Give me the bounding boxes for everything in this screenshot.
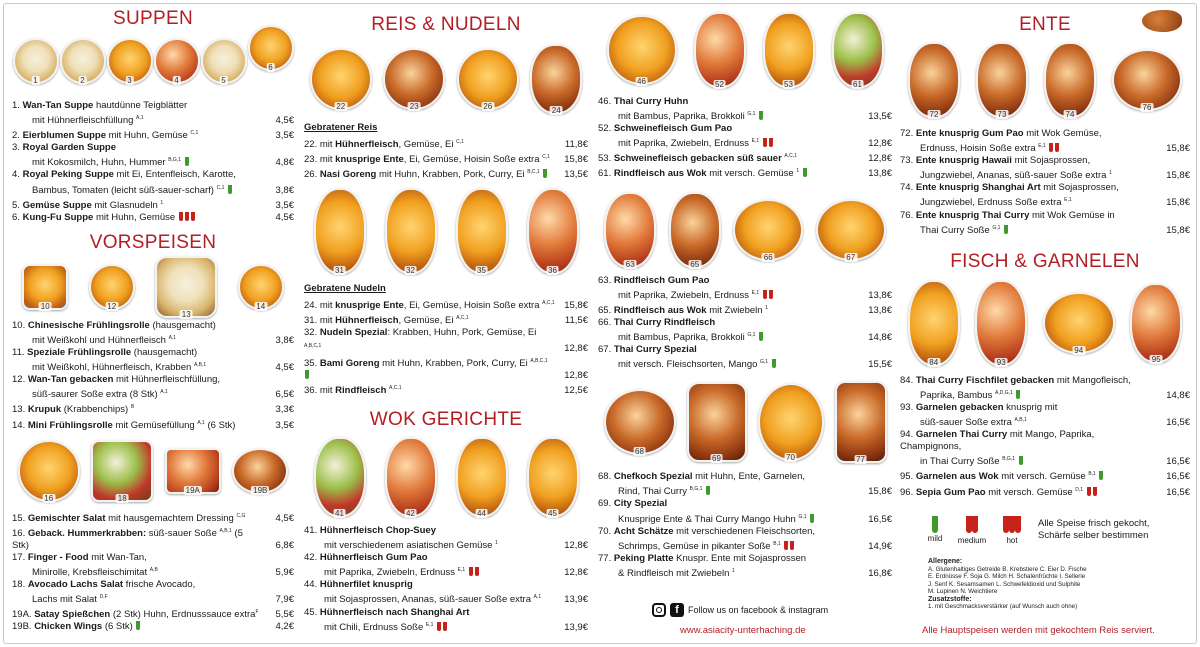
website-url[interactable]: www.asiacity-unterhaching.de	[680, 625, 806, 636]
dish-photo: 32	[385, 188, 437, 274]
menu-list-nudeln	[304, 297, 588, 397]
chili-hot-icon	[185, 212, 189, 221]
chili-mild-icon	[543, 169, 547, 178]
menu-item: 26. Nasi Goreng mit Huhn, Krabben, Pork, Curry, Ei $^{B,C,1}$ 13,5€	[304, 169, 588, 181]
menu-item: 19A. Satay Spießchen (2 Stk) Huhn, Erdnusssauce extra$^F$ 5,5€	[12, 609, 294, 621]
menu-list-reis	[304, 136, 588, 181]
dish-photo: 52	[694, 12, 746, 88]
menu-list-vorspeisen-2	[12, 510, 294, 634]
dish-photo: 4	[154, 38, 200, 84]
dish-photo: 94	[1043, 292, 1115, 354]
menu-item: 14. Mini Frühlingsrolle mit Gemüsefüllung $^{A,1}$ (6 Stk) 3,5€	[12, 419, 294, 431]
dish-photo: 72	[908, 42, 960, 118]
dish-photo: 76	[1112, 49, 1182, 111]
menu-item: 23. mit knusprige Ente, Ei, Gemüse, Hoisin Soße extra $^{C,1}$ 15,8€	[304, 154, 588, 166]
dish-photo: 14	[238, 264, 284, 310]
menu-item: 74. Ente knusprig Shanghai Art mit Sojasprossen, Jungzwiebel, Erdnuss Soße extra $^{E,1}$ 15,8€	[900, 182, 1190, 209]
chili-mild-icon	[305, 370, 309, 379]
menu-item: 70. Acht Schätze mit verschiedenen Fleischsorten, Schrimps, Gemüse in pikanter Soße $^{B,1}$ 14,9€	[598, 525, 892, 552]
dish-photo: 69	[687, 382, 747, 462]
dish-photo: 3	[107, 38, 153, 84]
category-title-ente: ENTE	[1019, 14, 1071, 35]
menu-item: 95. Garnelen aus Wok mit versch. Gemüse $^{B,1}$ 16,5€	[900, 471, 1190, 483]
menu-list-specials	[598, 471, 892, 580]
menu-item: 52. Schweinefleisch Gum Pao mit Paprika, Zwiebeln, Erdnuss $^{E,1}$ 12,8€	[598, 123, 892, 150]
menu-item: 94. Garnelen Thai Curry mit Mango, Paprika, Champignons, in Thai Curry Soße $^{B,G,1}$ 16,5€	[900, 429, 1190, 468]
photo-row-specials	[598, 375, 892, 469]
menu-item: 42. Hühnerfleisch Gum Pao mit Paprika, Zwiebeln, Erdnuss $^{E,1}$ 12,8€	[304, 552, 588, 579]
dish-photo: 42	[385, 437, 437, 517]
chili-mild-icon	[1099, 471, 1103, 480]
dish-photo: 1	[13, 38, 59, 84]
menu-item: 93. Garnelen gebacken knusprig mit süß-sauer Soße extra $^{A,B,1}$ 16,5€	[900, 401, 1190, 429]
category-title-suppen: SUPPEN	[113, 8, 193, 29]
chili-medium-icon	[1093, 487, 1097, 496]
dish-photo: 44	[456, 437, 508, 517]
menu-item: 46. Thai Curry Huhn mit Bambus, Paprika, Brokkoli $^{G,1}$ 13,5€	[598, 96, 892, 123]
dish-photo: 31	[314, 188, 366, 274]
menu-item: 32. Nudeln Spezial: Krabben, Huhn, Pork, Gemüse, Ei $^{A,B,C,1}$ 12,8€	[304, 327, 588, 354]
dish-photo: 95	[1130, 283, 1182, 363]
dish-photo: 84	[908, 280, 960, 366]
dish-photo: 67	[816, 199, 886, 261]
photo-row-reis	[304, 44, 588, 114]
menu-item: 2. Eierblumen Suppe mit Huhn, Gemüse $^{C,1}$ 3,5€	[12, 130, 294, 142]
column-suppen-vorspeisen	[12, 8, 294, 633]
rice-footnote: Alle Hauptspeisen werden mit gekochtem Reis serviert.	[922, 625, 1155, 636]
roast-duck-icon	[1142, 10, 1182, 32]
menu-item: 96. Sepia Gum Pao mit versch. Gemüse $^{D,1}$ 16,5€	[900, 486, 1190, 498]
chili-mild-icon	[759, 111, 763, 120]
legend-mild: mild	[922, 516, 948, 543]
dish-photo: 5	[201, 38, 247, 84]
menu-item: 63. Rindfleisch Gum Pao mit Paprika, Zwiebeln, Erdnuss $^{E,1}$ 13,8€	[598, 274, 892, 301]
menu-item: 10. Chinesische Frühlingsrolle (hausgemacht) mit Weißkohl und Hühnerfleisch $^{A,1}$ 3,8€	[12, 319, 294, 346]
facebook-icon[interactable]: f	[670, 603, 684, 617]
dish-photo: 46	[607, 15, 677, 85]
dish-photo: 2	[60, 38, 106, 84]
chili-medium-icon	[437, 622, 441, 631]
photo-row-fisch	[900, 275, 1190, 371]
menu-item: 24. mit knusprige Ente, Ei, Gemüse, Hoisin Soße extra $^{A,C,1}$ 15,8€	[304, 300, 588, 312]
chili-mild-icon	[1016, 390, 1020, 399]
photo-row-ente	[900, 38, 1190, 122]
photo-row-curry	[598, 8, 892, 92]
chili-mild-icon	[1004, 225, 1008, 234]
menu-item: 76. Ente knusprig Thai Curry mit Wok Gemüse in Thai Curry Soße $^{G,1}$ 15,8€	[900, 209, 1190, 236]
column-ente-fisch	[900, 8, 1190, 640]
dish-photo: 19A	[165, 448, 221, 494]
social-text: Follow us on facebook & instagram	[688, 605, 829, 615]
dish-photo: 10	[22, 264, 68, 310]
chili-mild-icon	[772, 359, 776, 368]
dish-photo: 16	[18, 440, 80, 502]
menu-item: 44. Hühnerfilet knusprig mit Sojasprossen, Ananas, süß-sauer Soße extra $^{A,1}$ 13,9€	[304, 579, 588, 606]
menu-item: 4. Royal Peking Suppe mit Ei, Entenfleisch, Karotte, Bambus, Tomaten (leicht süß-sauer-scharf) $^{C,1}$ 3,8€	[12, 169, 294, 196]
category-title-wok: WOK GERICHTE	[369, 408, 523, 430]
chili-hot-icon	[179, 212, 183, 221]
photo-row-suppen	[12, 32, 294, 90]
menu-list-ente	[900, 128, 1190, 237]
chili-medium-icon	[1055, 143, 1059, 152]
chili-mild-icon	[932, 516, 938, 533]
menu-item: 31. mit Hühnerfleisch, Gemüse, Ei $^{A,C,1}$ 11,5€	[304, 315, 588, 327]
category-title-fisch-garnelen: FISCH & GARNELEN	[950, 250, 1140, 272]
menu-item: 36. mit Rindfleisch $^{A,C,1}$ 12,5€	[304, 384, 588, 396]
subheading-gebratener-reis: Gebratener Reis	[304, 122, 378, 133]
chili-medium-icon	[763, 138, 767, 147]
chili-hot-icon	[191, 212, 195, 221]
chili-medium-icon	[1049, 143, 1053, 152]
dish-photo: 26	[457, 48, 519, 110]
menu-item: 3. Royal Garden Suppe mit Kokosmilch, Huhn, Hummer $^{B,G,1}$ 4,8€	[12, 142, 294, 169]
chili-medium-icon	[443, 622, 447, 631]
chili-mild-icon	[706, 486, 710, 495]
menu-item: 77. Peking Platte Knuspr. Ente mit Sojasprossen & Rindfleisch mit Zwiebeln $^1$ 16,8€	[598, 552, 892, 579]
category-title-vorspeisen: VORSPEISEN	[89, 231, 217, 253]
photo-row-vorspeisen-2	[12, 436, 294, 506]
dish-photo: 74	[1044, 42, 1096, 118]
category-title-reis-nudeln: REIS & NUDELN	[371, 14, 521, 35]
chili-mild-icon	[803, 168, 807, 177]
menu-item: 67. Thai Curry Spezial mit versch. Fleischsorten, Mango $^{G,1}$ 15,5€	[598, 344, 892, 371]
menu-item: 69. City Spezial Knusprige Ente & Thai Curry Mango Huhn $^{G,1}$ 16,5€	[598, 498, 892, 525]
menu-list-wok	[304, 525, 588, 634]
dish-photo: 73	[976, 42, 1028, 118]
menu-item: 68. Chefkoch Spezial mit Huhn, Ente, Garnelen, Rind, Thai Curry $^{B,G,1}$ 15,8€	[598, 471, 892, 498]
chili-medium-icon	[475, 567, 479, 576]
chili-medium-icon	[763, 290, 767, 299]
dish-photo: 6	[248, 25, 294, 71]
legend-medium: medium	[956, 516, 988, 545]
dish-photo: 23	[383, 48, 445, 110]
chili-mild-icon	[228, 185, 232, 194]
dish-photo: 45	[527, 437, 579, 517]
menu-list-rind	[598, 275, 892, 372]
dish-photo: 77	[835, 381, 887, 463]
dish-photo: 93	[975, 280, 1027, 366]
legend-text: Alle Speise frisch gekocht, Schärfe selber bestimmen	[1038, 518, 1150, 541]
social-links	[652, 603, 828, 617]
photo-row-rind	[598, 187, 892, 273]
menu-item: 16. Geback. Hummerkrabben: süß-sauer Soße $^{A,B,1}$ (5 Stk) 6,8€	[12, 527, 294, 551]
menu-list-curry	[598, 96, 892, 181]
menu-item: 66. Thai Curry Rindfleisch mit Bambus, Paprika, Brokkoli $^{G,1}$ 14,8€	[598, 316, 892, 343]
chili-hot-icon	[1015, 516, 1021, 533]
photo-row-vorspeisen	[12, 256, 294, 318]
column-reis-wok	[304, 8, 588, 634]
menu-item: 22. mit Hühnerfleisch, Gemüse, Ei $^{C,1}$ 11,8€	[304, 139, 588, 150]
menu-item: 41. Hühnerfleisch Chop-Suey mit verschiedenem asiatischen Gemüse $^1$ 12,8€	[304, 524, 588, 552]
dish-photo: 24	[530, 44, 582, 114]
dish-photo: 36	[527, 188, 579, 274]
dish-photo: 68	[604, 389, 676, 455]
menu-item: 84. Thai Curry Fischfilet gebacken mit Mangofleisch, Paprika, Bambus $^{A,D,G,1}$ 14,8€	[900, 374, 1190, 401]
menu-item: 61. Rindfleisch aus Wok mit versch. Gemüse $^1$ 13,8€	[598, 168, 892, 180]
menu-list-suppen	[12, 100, 294, 224]
chili-medium-icon	[469, 567, 473, 576]
menu-item: 1. Wan-Tan Suppe hautdünne Teigblätter mit Hühnerfleischfüllung $^{A,1}$ 4,5€	[12, 100, 294, 127]
subheading-gebratene-nudeln: Gebratene Nudeln	[304, 283, 386, 295]
instagram-icon[interactable]	[652, 603, 666, 617]
dish-photo: 18	[91, 440, 153, 502]
menu-item: 72. Ente knusprig Gum Pao mit Wok Gemüse, Erdnuss, Hoisin Soße extra $^{E,1}$ 15,8€	[900, 128, 1190, 155]
chili-medium-icon	[769, 290, 773, 299]
chili-mild-icon	[810, 514, 814, 523]
chili-medium-icon	[972, 516, 978, 533]
menu-item: 73. Ente knusprig Hawaii mit Sojasprossen, Jungzwiebel, Ananas, süß-sauer Soße extra $^1$ 15,8€	[900, 155, 1190, 182]
menu-item: 45. Hühnerfleisch nach Shanghai Art mit Chili, Erdnuss Soße $^{E,1}$ 13,9€	[304, 606, 588, 633]
menu-item: 53. Schweinefleisch gebacken süß sauer $^{A,C,1}$ 12,8€	[598, 153, 892, 165]
chili-mild-icon	[1019, 456, 1023, 465]
dish-photo: 63	[604, 192, 656, 268]
menu-item: 11. Speziale Frühlingsrolle (hausgemacht) mit Weißkohl, Hühnerfleisch, Krabben $^{A,B,1}$ 4,5€	[12, 347, 294, 374]
dish-photo: 61	[832, 12, 884, 88]
chili-medium-icon	[790, 541, 794, 550]
menu-item: 15. Gemischter Salat mit hausgemachtem Dressing $^{C,G}$ 4,5€	[12, 512, 294, 524]
photo-row-nudeln	[304, 183, 588, 279]
menu-item: 18. Avocado Lachs Salat frische Avocado, Lachs mit Salat $^{D,F}$ 7,9€	[12, 579, 294, 606]
chili-medium-icon	[769, 138, 773, 147]
chili-mild-icon	[136, 621, 140, 630]
dish-photo: 19B	[232, 448, 288, 494]
legend-hot: hot	[996, 516, 1028, 545]
dish-photo: 66	[733, 199, 803, 261]
dish-photo: 70	[758, 383, 824, 461]
menu-list-fisch	[900, 375, 1190, 499]
menu-item: 5. Gemüse Suppe mit Glasnudeln $^1$ 3,5€	[12, 199, 294, 211]
menu-item: 65. Rindfleisch aus Wok mit Zwiebeln $^1$ 13,8€	[598, 304, 892, 316]
dish-photo: 12	[89, 264, 135, 310]
menu-item: 35. Bami Goreng mit Huhn, Krabben, Pork, Curry, Ei $^{A,B,C,1}$ 12,8€	[304, 357, 588, 381]
column-curry-specials	[598, 8, 892, 580]
chili-medium-icon	[1087, 487, 1091, 496]
chili-mild-icon	[185, 157, 189, 166]
dish-photo: 41	[314, 437, 366, 517]
chili-mild-icon	[759, 332, 763, 341]
dish-photo: 53	[763, 12, 815, 88]
chili-medium-icon	[784, 541, 788, 550]
menu-list-vorspeisen	[12, 320, 294, 432]
photo-row-wok	[304, 433, 588, 521]
menu-item: 12. Wan-Tan gebacken mit Hühnerfleischfüllung, süß-saurer Soße extra (8 Stk) $^{A,1}$ 6,5€	[12, 374, 294, 401]
dish-photo: 35	[456, 188, 508, 274]
menu-item: 13. Krupuk (Krabbenchips) $^B$ 3,3€	[12, 404, 294, 416]
dish-photo: 22	[310, 48, 372, 110]
spice-legend	[900, 516, 1190, 556]
dish-photo: 13	[155, 256, 217, 318]
menu-item: 17. Finger - Food mit Wan-Tan, Minirolle, Krebsfleischimitat $^{A,B}$ 5,9€	[12, 551, 294, 578]
menu-item: 6. Kung-Fu Suppe mit Huhn, Gemüse 4,5€	[12, 211, 294, 223]
dish-photo: 65	[669, 192, 721, 268]
allergen-info: Allergene: A. Glutenhaltiges Getreide B. Krebstiere C. Eier D. Fische E. Erdnüsse F. Soja G. Milch H. Schalenfrüchte I. Sellerie J. Senf K. Sesamsamen L. Schwefeldioxid und Sulphite M. Lupinen N. Weichtiere Zusatzstoffe: 1. mit Geschmacksverstärker (auf Wunsch auch ohne)	[928, 558, 1087, 610]
menu-item: 19B. Chicken Wings (6 Stk) 4,2€	[12, 621, 294, 633]
